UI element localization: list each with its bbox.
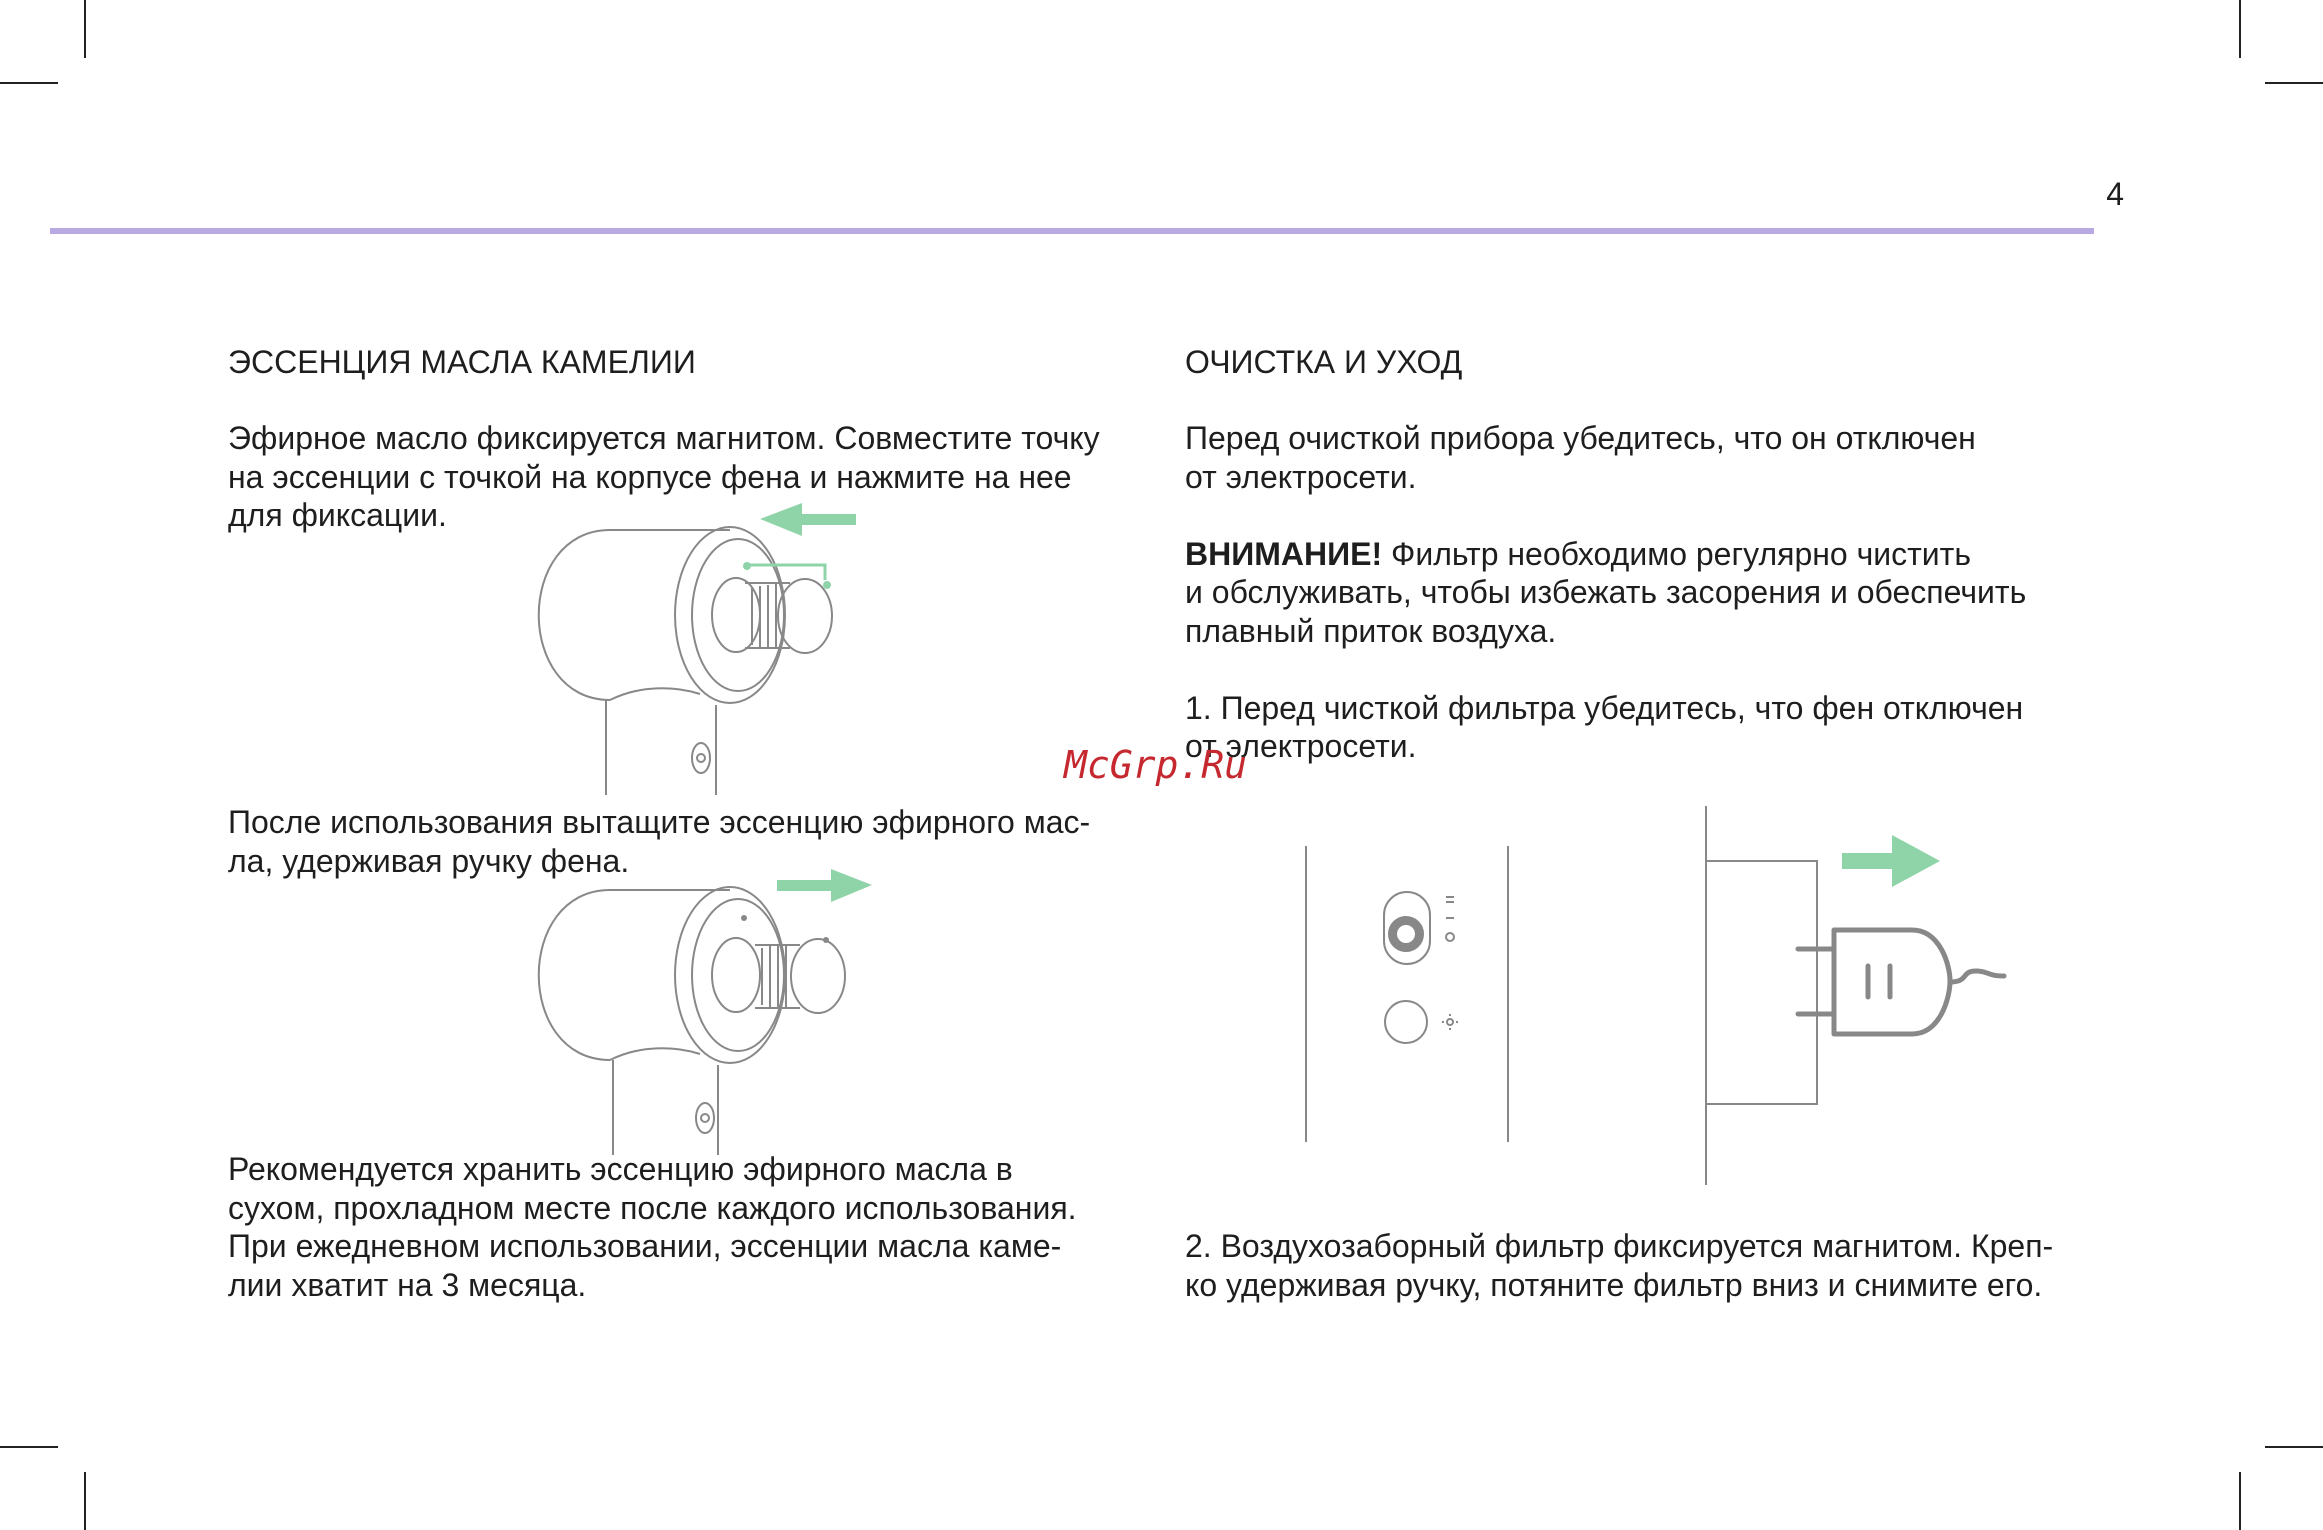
crop-mark	[2239, 1472, 2241, 1530]
text-line: на эссенции с точкой на корпусе фена и нажмите на нее	[228, 459, 1072, 495]
text-line: Эфирное масло фиксируется магнитом. Совместите точку	[228, 420, 1100, 456]
text-line: от электросети.	[1185, 459, 1417, 495]
text-line: и обслуживать, чтобы избежать засорения и обеспечить	[1185, 574, 2027, 610]
mode-switch-icon	[1384, 892, 1454, 964]
warning-label: ВНИМАНИЕ!	[1185, 536, 1383, 572]
arrow-left-icon	[760, 503, 856, 536]
alignment-dot	[743, 562, 751, 570]
page-number: 4	[2106, 176, 2124, 212]
text-line: для фиксации.	[228, 497, 447, 533]
crop-mark	[2265, 1446, 2323, 1448]
text-line: После использования вытащите эссенцию эфирного мас-	[228, 804, 1091, 840]
section-heading-cleaning: ОЧИСТКА И УХОД	[1185, 344, 1463, 380]
wall-socket	[1706, 861, 1817, 1104]
text-line: Рекомендуется хранить эссенцию эфирного масла в	[228, 1151, 1013, 1187]
text-line: При ежедневном использовании, эссенции масла каме-	[228, 1228, 1062, 1264]
dryer-remove-illustration	[500, 860, 900, 1160]
crop-mark	[0, 82, 58, 84]
crop-mark	[2239, 0, 2241, 58]
light-button-icon	[1385, 1001, 1458, 1043]
alignment-dot	[823, 581, 831, 589]
warning-first-line	[1185, 535, 1971, 574]
text-line: плавный приток воздуха.	[1185, 613, 1557, 649]
crop-mark	[84, 1472, 86, 1530]
header-rule	[50, 228, 2094, 234]
text-line: Перед очисткой прибора убедитесь, что он отключен	[1185, 420, 1976, 456]
crop-mark	[2265, 82, 2323, 84]
section-heading-camellia: ЭССЕНЦИЯ МАСЛА КАМЕЛИИ	[228, 344, 696, 380]
warning-text: Фильтр необходимо регулярно чистить	[1382, 536, 1971, 572]
text-line: ла, удерживая ручку фена.	[228, 843, 630, 879]
unplug-illustration	[1300, 800, 2020, 1200]
text-line: от электросети.	[1185, 728, 1417, 764]
alignment-dot	[823, 937, 829, 943]
text-line: ко удерживая ручку, потяните фильтр вниз и снимите его.	[1185, 1267, 2043, 1303]
crop-mark	[84, 0, 86, 58]
text-line: лии хватит на 3 месяца.	[228, 1267, 587, 1303]
text-line: 1. Перед чисткой фильтра убедитесь, что фен отключен	[1185, 690, 2024, 726]
arrow-right-icon	[777, 869, 872, 902]
alignment-dot	[741, 915, 747, 921]
watermark: McGrp.Ru	[1064, 743, 1248, 787]
dryer-attach-illustration	[500, 500, 900, 800]
crop-mark	[0, 1446, 58, 1448]
text-line: 2. Воздухозаборный фильтр фиксируется магнитом. Креп-	[1185, 1228, 2054, 1264]
text-line: сухом, прохладном месте после каждого использования.	[228, 1190, 1077, 1226]
arrow-right-icon	[1842, 835, 1940, 887]
power-plug-icon	[1798, 930, 2004, 1034]
